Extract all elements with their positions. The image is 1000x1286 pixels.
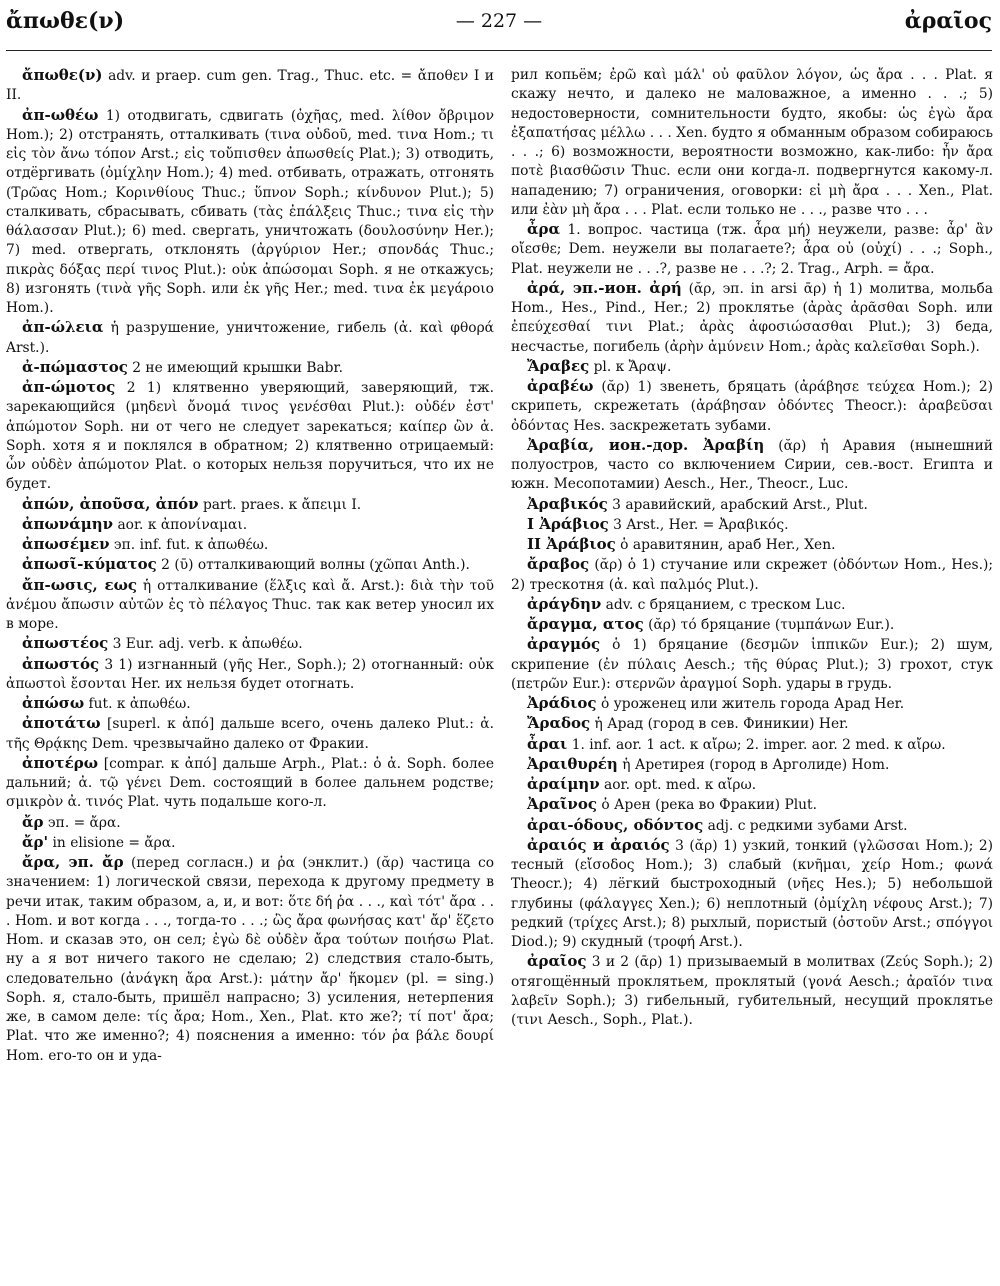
dictionary-entry xyxy=(6,378,494,495)
entry-definition: 1. вопрос. частица (тж. ἆρα μή) неужели, разве: ἆρ' ἂν οἴεσθε; Dem. неужели вы полагаете?; ἆρα οὐ (οὐχί) . . .; Soph., Plat. неужели не . . .?, разве не . . .?; 2. Trag., Arph. = ἄρα. xyxy=(511,222,993,277)
dictionary-entry xyxy=(511,495,993,515)
dictionary-entry xyxy=(6,535,494,555)
entry-headword: ἄραβος xyxy=(527,555,590,574)
entry-definition: рил копьём; ἐρῶ καὶ μάλ' οὐ φαῦλον λόγον, ὡς ἄρα . . . Plat. я скажу нечто, и далеко не маловажное, а именно . . .; 5) недостоверности, сомнительности будто, якобы: ὡς ἐγὼ ἄρα ἐξαπατήσας μέλλω . . . Xen. будто я обманным образом собираюсь . . .; 6) возможности, вероятности возможно, как-либо: ἦν ἄρα ποτὲ βιασθῶσιν Thuc. если они когда-л. подвергнутся какому-л. нападению; 7) ограничения, оговорки: εἰ μὴ ἄρα . . . Xen., Plat. или ἐὰν μὴ ἄρα . . . Plat. если только не . . ., разве что . . . xyxy=(511,67,993,218)
dictionary-entry xyxy=(511,795,993,815)
dictionary-entry xyxy=(511,377,993,436)
entry-definition: 3 Eur. adj. verb. к ἀπωθέω. xyxy=(108,636,303,653)
dictionary-entry xyxy=(511,816,993,836)
entry-headword: Ἀραβία, ион.-дор. Ἀραβίη xyxy=(527,435,765,454)
header-rule xyxy=(6,50,992,51)
entry-headword: ἀπών, ἀποῦσα, ἀπόν xyxy=(22,494,199,513)
entry-definition: [compar. к ἀπό] дальше Arph., Plat.: ὁ ἀ. Soph. более дальний; ἀ. τῷ γένει Dem. состоящий в более дальнем родстве; σμικρὸν ἀ. τινός Plat. чуть подальше кого-л. xyxy=(6,755,494,811)
dictionary-entry xyxy=(6,853,494,1066)
entry-headword: ἀραγμός xyxy=(527,635,601,654)
dictionary-entry xyxy=(6,66,494,106)
entry-headword: Ἄραδος xyxy=(527,714,591,733)
dictionary-entry xyxy=(6,694,494,714)
entry-headword: ἆρα xyxy=(527,220,561,238)
entry-headword: ἀπωστός xyxy=(22,654,100,673)
dictionary-entry xyxy=(511,836,993,953)
dictionary-entry xyxy=(511,635,993,694)
entry-definition: adv. и praep. cum gen. Trag., Thuc. etc. = ἄποθεν I и II. xyxy=(6,68,494,104)
dictionary-entry xyxy=(511,694,993,714)
dictionary-entry xyxy=(511,952,993,1030)
entry-headword: ἀπωνάμην xyxy=(22,514,114,533)
dictionary-entry xyxy=(6,754,494,813)
dictionary-entry xyxy=(511,220,993,279)
entry-definition: 2 1) клятвенно уверяющий, заверяющий, тж. зарекающийся (μηδενὶ ὄνομά τινος γενέσθαι Plut.): οὐδέν ἐστ' ἀπώμοτον Soph. ни от чего не следует зарекаться; καίπερ ὢν ἀ. Soph. хотя я и поклялся в обратном; 2) клятвенно отрицаемый: ὧν οὐδὲν ἀπώμοτον Plat. о которых нельзя поручиться, что их не будет. xyxy=(6,380,494,493)
entry-headword: ἄπ-ωσις, εως xyxy=(22,575,137,594)
entry-headword: II Ἀράβιος xyxy=(527,535,616,553)
entry-headword: ἆραι xyxy=(527,734,568,753)
right-column xyxy=(511,66,993,1278)
entry-headword: ἀραι-όδους, οδόντος xyxy=(527,815,704,834)
header-first-entry: ἄπωθε(ν) xyxy=(6,8,125,34)
entry-headword: ἀπωστέος xyxy=(22,634,109,653)
entry-definition: (перед согласн.) и ῥα (энклит.) (ᾰρ) частица со значением: 1) логической связи, перехода к другому предмету в речи итак, таким образом, а, и, и вот: ὅτε δή ῥα . . ., καὶ τότ' ἄρα . . . Hom. и вот когда . . ., тогда-то . . .; ὣς ἄρα φωνήσας κατ' ἄρ' ἕζετο Hom. и сказав это, он сел; ἐγὼ δὲ οὐδὲν ἄρα τούτων ποιήσω Plat. ну а я вот ничего такого не сделаю; 2) следствия стало-быть, следовательно (ἀνάγκη ἄρα Arst.): μάτην ἄρ' ἥκομεν (pl. = sing.) Soph. я, стало-быть, пришёл напрасно; 3) усиления, нетерпения же, в самом деле: τίς ἄρα; Hom., Xen., Plat. кто же?; τί ποτ' ἄρα; Plat. что же именно?; 4) пояснения а именно: τόν ῥα βάλε δουρί Hom. его-то он и уда- xyxy=(6,855,494,1064)
entry-headword: Ἀραῖνος xyxy=(527,795,597,814)
entry-definition: (ᾰρ) ἡ Аравия (нынешний полуостров, часто со включением Сирии, сев.-вост. Египта и южн. Месопотамии) Aesch., Her., Theocr., Luc. xyxy=(511,437,993,493)
entry-definition: 3 (ᾰρ) 1) узкий, тонкий (γλῶσσαι Hom.); 2) тесный (εἴσοδος Hom.); 3) слабый (κνῆμαι, χείρ Hom.; φωνά Theocr.); 4) лёгкий быстроходный (νῆες Hes.); 5) небольшой глубины (φάλαγγες Xen.); 6) неплотный (ὀμίχλη νέφους Arst.); 7) редкий (τρίχες Arst.); 8) рыхлый, пористый (ὀστοῦν Arst.; σπόγγοι Diod.); 9) скудный (τροφή Arst.). xyxy=(511,837,993,950)
dictionary-entry xyxy=(511,735,993,755)
entry-definition: эп. = ἄρα. xyxy=(43,814,121,831)
page-number: — 227 — xyxy=(455,10,543,32)
entry-definition: (ᾰρ) τό бряцание (τυμπάνων Eur.). xyxy=(643,617,895,633)
entry-headword: ἄρ' xyxy=(22,832,49,851)
dictionary-entry xyxy=(6,318,494,358)
dictionary-entry xyxy=(6,714,494,754)
entry-definition: (ᾰρ) ὁ 1) стучание или скрежет (ὀδόντων Hom., Hes.); 2) трескотня (ἀ. καὶ παλμός Plut.). xyxy=(511,557,993,593)
entry-headword: ἀποτάτω xyxy=(22,714,101,733)
entry-definition: 3 Arst., Her. = Ἀραβικός. xyxy=(608,516,789,533)
entry-definition: (ᾰρ, эп. in arsi ᾱρ) ἡ 1) молитва, мольба Hom., Hes., Pind., Her.; 2) проклятье (ἀρὰς ἀρᾶσθαι Soph. или ἐπεύχεσθαί τινι Plat.; ἀρὰς ἀφοσιώσασθαι Plut.); 3) беда, несчастье, погибель (ἀρὴν ἀμύνειν Hom.; ἀρὰς καλεῖσθαι Soph.). xyxy=(511,280,993,355)
entry-headword: ἀπ-ώμοτος xyxy=(22,378,116,396)
entry-headword: ἄραγμα, ατος xyxy=(527,615,644,633)
dictionary-entry xyxy=(511,615,993,635)
entry-headword: ἀπ-ώλεια xyxy=(22,318,104,337)
entry-definition: ὁ уроженец или житель города Арад Her. xyxy=(596,696,905,712)
entry-headword: ἀπ-ωθέω xyxy=(22,105,99,124)
entry-definition: 3 и 2 (ᾱρ) 1) призываемый в молитвах (Ζεύς Soph.); 2) отягощённый проклятьем, проклятый (γονά Aesch.; ἀραῖόν τινα λαβεῖν Soph.); 3) гибельный, губительный, несущий проклятье (τινι Aesch., Soph., Plat.). xyxy=(511,954,993,1028)
entry-definition: ὁ 1) бряцание (δεσμῶν ἱππικῶν Eur.); 2) шум, скрипение (ἐν πύλαις Aesch.; τῆς θύρας Plut.); 3) грохот, стук (πετρῶν Eur.): στερνῶν ἀραγμοί Soph. удары в грудь. xyxy=(511,637,993,692)
entry-definition: (ᾰρ) 1) звенеть, бряцать (ἀράβησε τεύχεα Hom.); 2) скрипеть, скрежетать (ἀράβησαν ὀδόντες Theocr.): ἀραβεῦσαι ὀδόντας Hes. заскрежетать зубами. xyxy=(511,379,993,434)
entry-definition: эп. inf. fut. к ἀπωθέω. xyxy=(109,537,269,553)
entry-definition: pl. к Ἄραψ. xyxy=(589,358,672,375)
entry-definition: 1) отодвигать, сдвигать (ὀχῆας, med. λίθον ὄβριμον Hom.); 2) отстранять, отталкивать (τινα οὐδοῦ, med. τινα Hom.; τι εἰς τὸν ἄνω τόπον Arst.; εἰς τοὔπισθεν ἀπωσθείς Plat.); 3) отводить, отдёргивать (ὀμίχλην Hom.); 4) med. отбивать, отражать, отгонять (Τρῶας Hom.; Κορινθίους Thuc.; ὕπνον Soph.; κίνδυνον Plut.); 5) сталкивать, сбрасывать, сбивать (τὰς ἐπάλξεις Thuc.; τινα εἰς τὴν θάλασσαν Plut.); 6) med. свергать, уничтожать (δουλοσύνην Her.); 7) med. отвергать, отклонять (ἀργύριον Her.; σπονδάς Thuc.; πικρὰς δόξας περί τινος Plut.): οὐκ ἀπώσομαι Soph. я не откажусь; 8) изгонять (τινὰ γῆς Soph. или ἐκ γῆς Her.; med. τινα ἐκ μεγάροιο Hom.). xyxy=(6,107,494,316)
entry-headword: Ἀραβικός xyxy=(527,494,608,513)
entry-headword: ἀραβέω xyxy=(527,377,594,395)
page-header xyxy=(6,8,992,48)
dictionary-entry xyxy=(511,357,993,377)
entry-definition: adv. с бряцанием, с треском Luc. xyxy=(601,596,846,613)
dictionary-entry xyxy=(6,634,494,654)
entry-headword: ἀράγδην xyxy=(527,594,602,613)
entry-headword: ἀραιός и ἀραιός xyxy=(527,835,670,854)
entry-definition: ἡ Аретирея (город в Арголиде) Hom. xyxy=(617,756,890,773)
dictionary-entry xyxy=(511,279,993,357)
dictionary-entry xyxy=(511,436,993,495)
header-last-entry: ἀραῖος xyxy=(904,8,992,34)
left-column xyxy=(6,66,494,1278)
entry-headword: ἀπωσέμεν xyxy=(22,535,110,553)
dictionary-entry xyxy=(511,595,993,615)
dictionary-entry xyxy=(6,833,494,853)
entry-headword: ἀπωσῖ-κύματος xyxy=(22,555,157,574)
entry-headword: I Ἀράβιος xyxy=(527,514,609,533)
entry-definition: 2 (ῡ) отталкивающий волны (χῶπαι Anth.). xyxy=(156,557,470,574)
entry-headword: ἀραίμην xyxy=(527,775,600,793)
dictionary-entry xyxy=(511,714,993,734)
entry-headword: ἄρ xyxy=(22,812,44,831)
dictionary-entry xyxy=(6,358,494,378)
entry-definition: 3 1) изгнанный (γῆς Her., Soph.); 2) отогнанный: οὐκ ἀπωστοὶ ἔσονται Her. их нельзя будет отогнать. xyxy=(6,656,494,692)
entry-definition: [superl. к ἀπό] дальше всего, очень далеко Plut.: ἀ. τῆς Θρᾴκης Dem. чрезвычайно далеко от Фракии. xyxy=(6,716,494,752)
entry-definition: fut. к ἀπωθέω. xyxy=(84,696,191,712)
entry-headword: ἀρά, эп.-ион. ἀρή xyxy=(527,278,682,297)
dictionary-entry xyxy=(6,495,494,515)
dictionary-entry xyxy=(6,576,494,635)
entry-definition: ἡ отталкивание (ἕλξις καὶ ἄ. Arst.): διὰ τὴν τοῦ ἀνέμου ἄπωσιν αὐτῶν ἐς τὸ πέλαγος Thuc. так как ветер уносил их в море. xyxy=(6,577,494,632)
entry-headword: ἀ-πώμαστος xyxy=(22,357,128,376)
dictionary-entry xyxy=(511,66,993,220)
entry-definition: 1. inf. aor. 1 act. к αἴρω; 2. imper. aor. 2 med. к αἴρω. xyxy=(567,736,946,753)
dictionary-entry xyxy=(511,555,993,595)
entry-headword: ἄπωθε(ν) xyxy=(22,66,103,84)
entry-definition: 3 аравийский, арабский Arst., Plut. xyxy=(607,496,868,513)
entry-headword: Ἀραιθυρέη xyxy=(527,754,618,773)
entry-definition: ἡ Арад (город в сев. Финикии) Her. xyxy=(590,716,849,733)
entry-headword: ἀραῖος xyxy=(527,952,587,971)
entry-definition: in elisione = ἄρα. xyxy=(48,834,176,851)
entry-definition: part. praes. к ἄπειμι I. xyxy=(198,496,362,513)
entry-definition: ὁ аравитянин, араб Her., Xen. xyxy=(615,537,836,553)
entry-definition: ἡ разрушение, уничтожение, гибель (ἀ. καὶ φθορά Arst.). xyxy=(6,320,494,356)
dictionary-entry xyxy=(6,555,494,575)
entry-definition: adj. с редкими зубами Arst. xyxy=(703,817,908,834)
dictionary-entry xyxy=(6,515,494,535)
entry-headword: Ἄραβες xyxy=(527,356,590,375)
entry-headword: Ἀράδιος xyxy=(527,694,597,712)
entry-headword: ἀποτέρω xyxy=(22,753,98,772)
entry-headword: ἄρα, эп. ἄρ xyxy=(22,853,124,871)
dictionary-entry xyxy=(511,775,993,795)
dictionary-entry xyxy=(6,813,494,833)
dictionary-entry xyxy=(511,755,993,775)
entry-definition: 2 не имеющий крышки Babr. xyxy=(127,359,343,376)
entry-definition: aor. к ἀπονίναμαι. xyxy=(113,516,248,533)
entry-definition: aor. opt. med. к αἴρω. xyxy=(599,777,757,793)
entry-headword: ἀπώσω xyxy=(22,694,85,712)
dictionary-entry xyxy=(6,655,494,695)
entry-definition: ὁ Арен (река во Фракии) Plut. xyxy=(596,797,817,814)
dictionary-entry xyxy=(511,515,993,535)
dictionary-entry xyxy=(511,535,993,555)
dictionary-entry xyxy=(6,106,494,319)
